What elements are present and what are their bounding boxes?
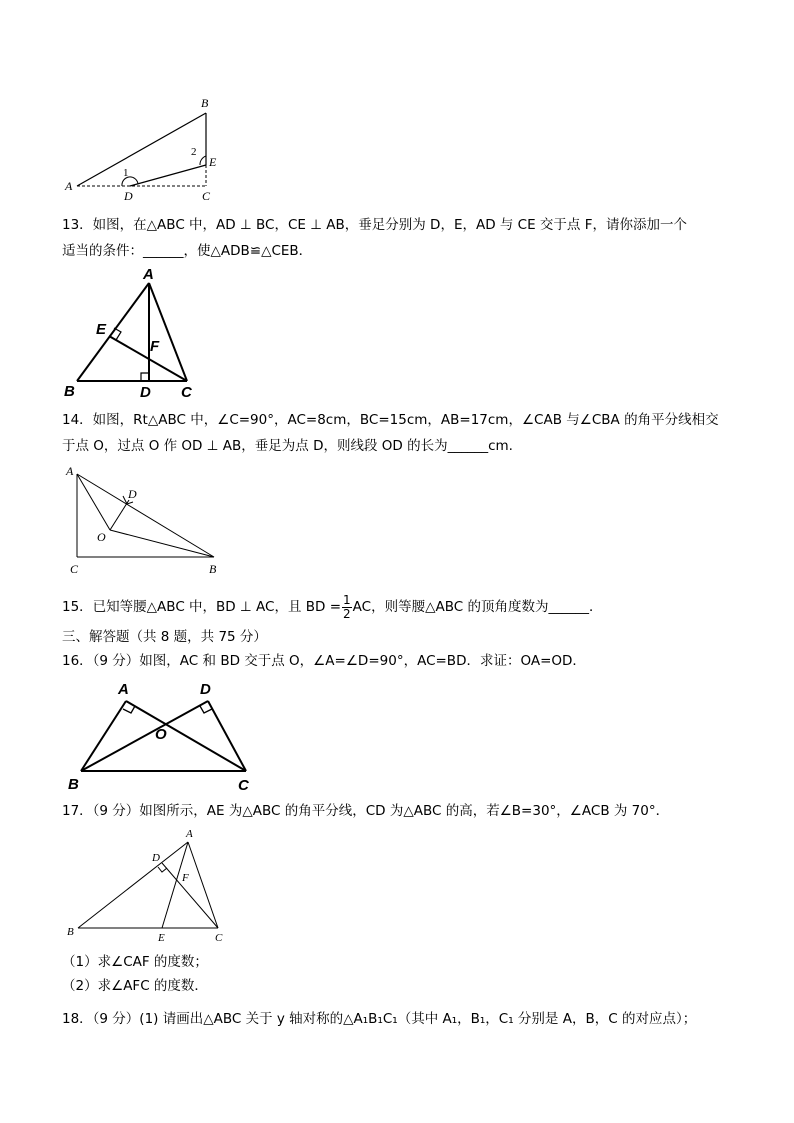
q15-prefix: 15．已知等腰△ABC 中，BD ⊥ AC，且 BD = — [62, 599, 342, 615]
q15-fraction — [342, 594, 352, 621]
label-O: O — [155, 726, 167, 743]
section-title: 三、解答题（共 8 题，共 75 分） — [62, 629, 267, 645]
q17-sub1: （1）求∠CAF 的度数； — [62, 954, 208, 970]
label-angle-2: 2 — [191, 146, 197, 158]
q13-line1: 13．如图，在△ABC 中，AD ⊥ BC，CE ⊥ AB，垂足分别为 D，E，AD 与 CE 交于点 F，请你添加一个 — [62, 217, 687, 233]
label-D: D — [152, 852, 160, 864]
label-F: F — [182, 872, 189, 884]
label-E: E — [96, 321, 107, 338]
label-C: C — [215, 932, 223, 944]
label-B: B — [64, 383, 75, 400]
figure-q12 — [60, 92, 230, 202]
label-A: A — [186, 828, 193, 840]
q14-line1: 14．如图，Rt△ABC 中，∠C=90°，AC=8cm，BC=15cm，AB=17cm，∠CAB 与∠CBA 的角平分线相交 — [62, 412, 719, 428]
label-B: B — [68, 776, 79, 793]
fraction-denominator: 2 — [343, 606, 351, 621]
label-D: D — [200, 681, 211, 698]
label-C: C — [238, 777, 249, 794]
fraction-numerator: 1 — [343, 592, 351, 607]
q15-suffix: AC，则等腰△ABC 的顶角度数为______． — [352, 599, 603, 615]
label-A: A — [65, 179, 73, 193]
label-D: D — [140, 384, 151, 401]
q17-sub2: （2）求∠AFC 的度数． — [62, 978, 208, 994]
q13-line2: 适当的条件：______，使△ADB≌△CEB． — [62, 243, 313, 259]
label-B: B — [67, 926, 74, 938]
label-E: E — [209, 155, 217, 169]
q15 — [62, 592, 602, 622]
label-C: C — [70, 562, 79, 576]
label-B: B — [209, 562, 217, 576]
label-A: A — [66, 464, 74, 478]
label-C: C — [202, 189, 211, 202]
label-D: D — [124, 189, 133, 202]
label-angle-1: 1 — [123, 167, 129, 179]
figure-q17 — [60, 826, 240, 951]
label-D: D — [128, 487, 137, 501]
q16-text: 16．（9 分）如图，AC 和 BD 交于点 O，∠A=∠D=90°，AC=BD．求证：OA=OD． — [62, 653, 586, 669]
label-E: E — [158, 932, 165, 944]
label-A: A — [118, 681, 129, 698]
label-O: O — [97, 530, 106, 544]
figure-q14 — [60, 460, 230, 580]
q14-line2: 于点 O，过点 O 作 OD ⊥ AB，垂足为点 D，则线段 OD 的长为______cm. — [62, 438, 513, 454]
q18-text: 18．（9 分）(1) 请画出△ABC 关于 y 轴对称的△A₁B₁C₁（其中 A₁，B₁，C₁ 分别是 A，B，C 的对应点）； — [62, 1011, 697, 1027]
label-B: B — [201, 96, 209, 110]
q17-text: 17．（9 分）如图所示，AE 为△ABC 的角平分线，CD 为△ABC 的高，若∠B=30°，∠ACB 为 70°． — [62, 803, 670, 819]
figure-q16 — [60, 676, 270, 796]
label-C: C — [181, 384, 192, 401]
label-A: A — [143, 266, 154, 283]
label-F: F — [150, 338, 160, 355]
figure-q13 — [60, 265, 210, 405]
